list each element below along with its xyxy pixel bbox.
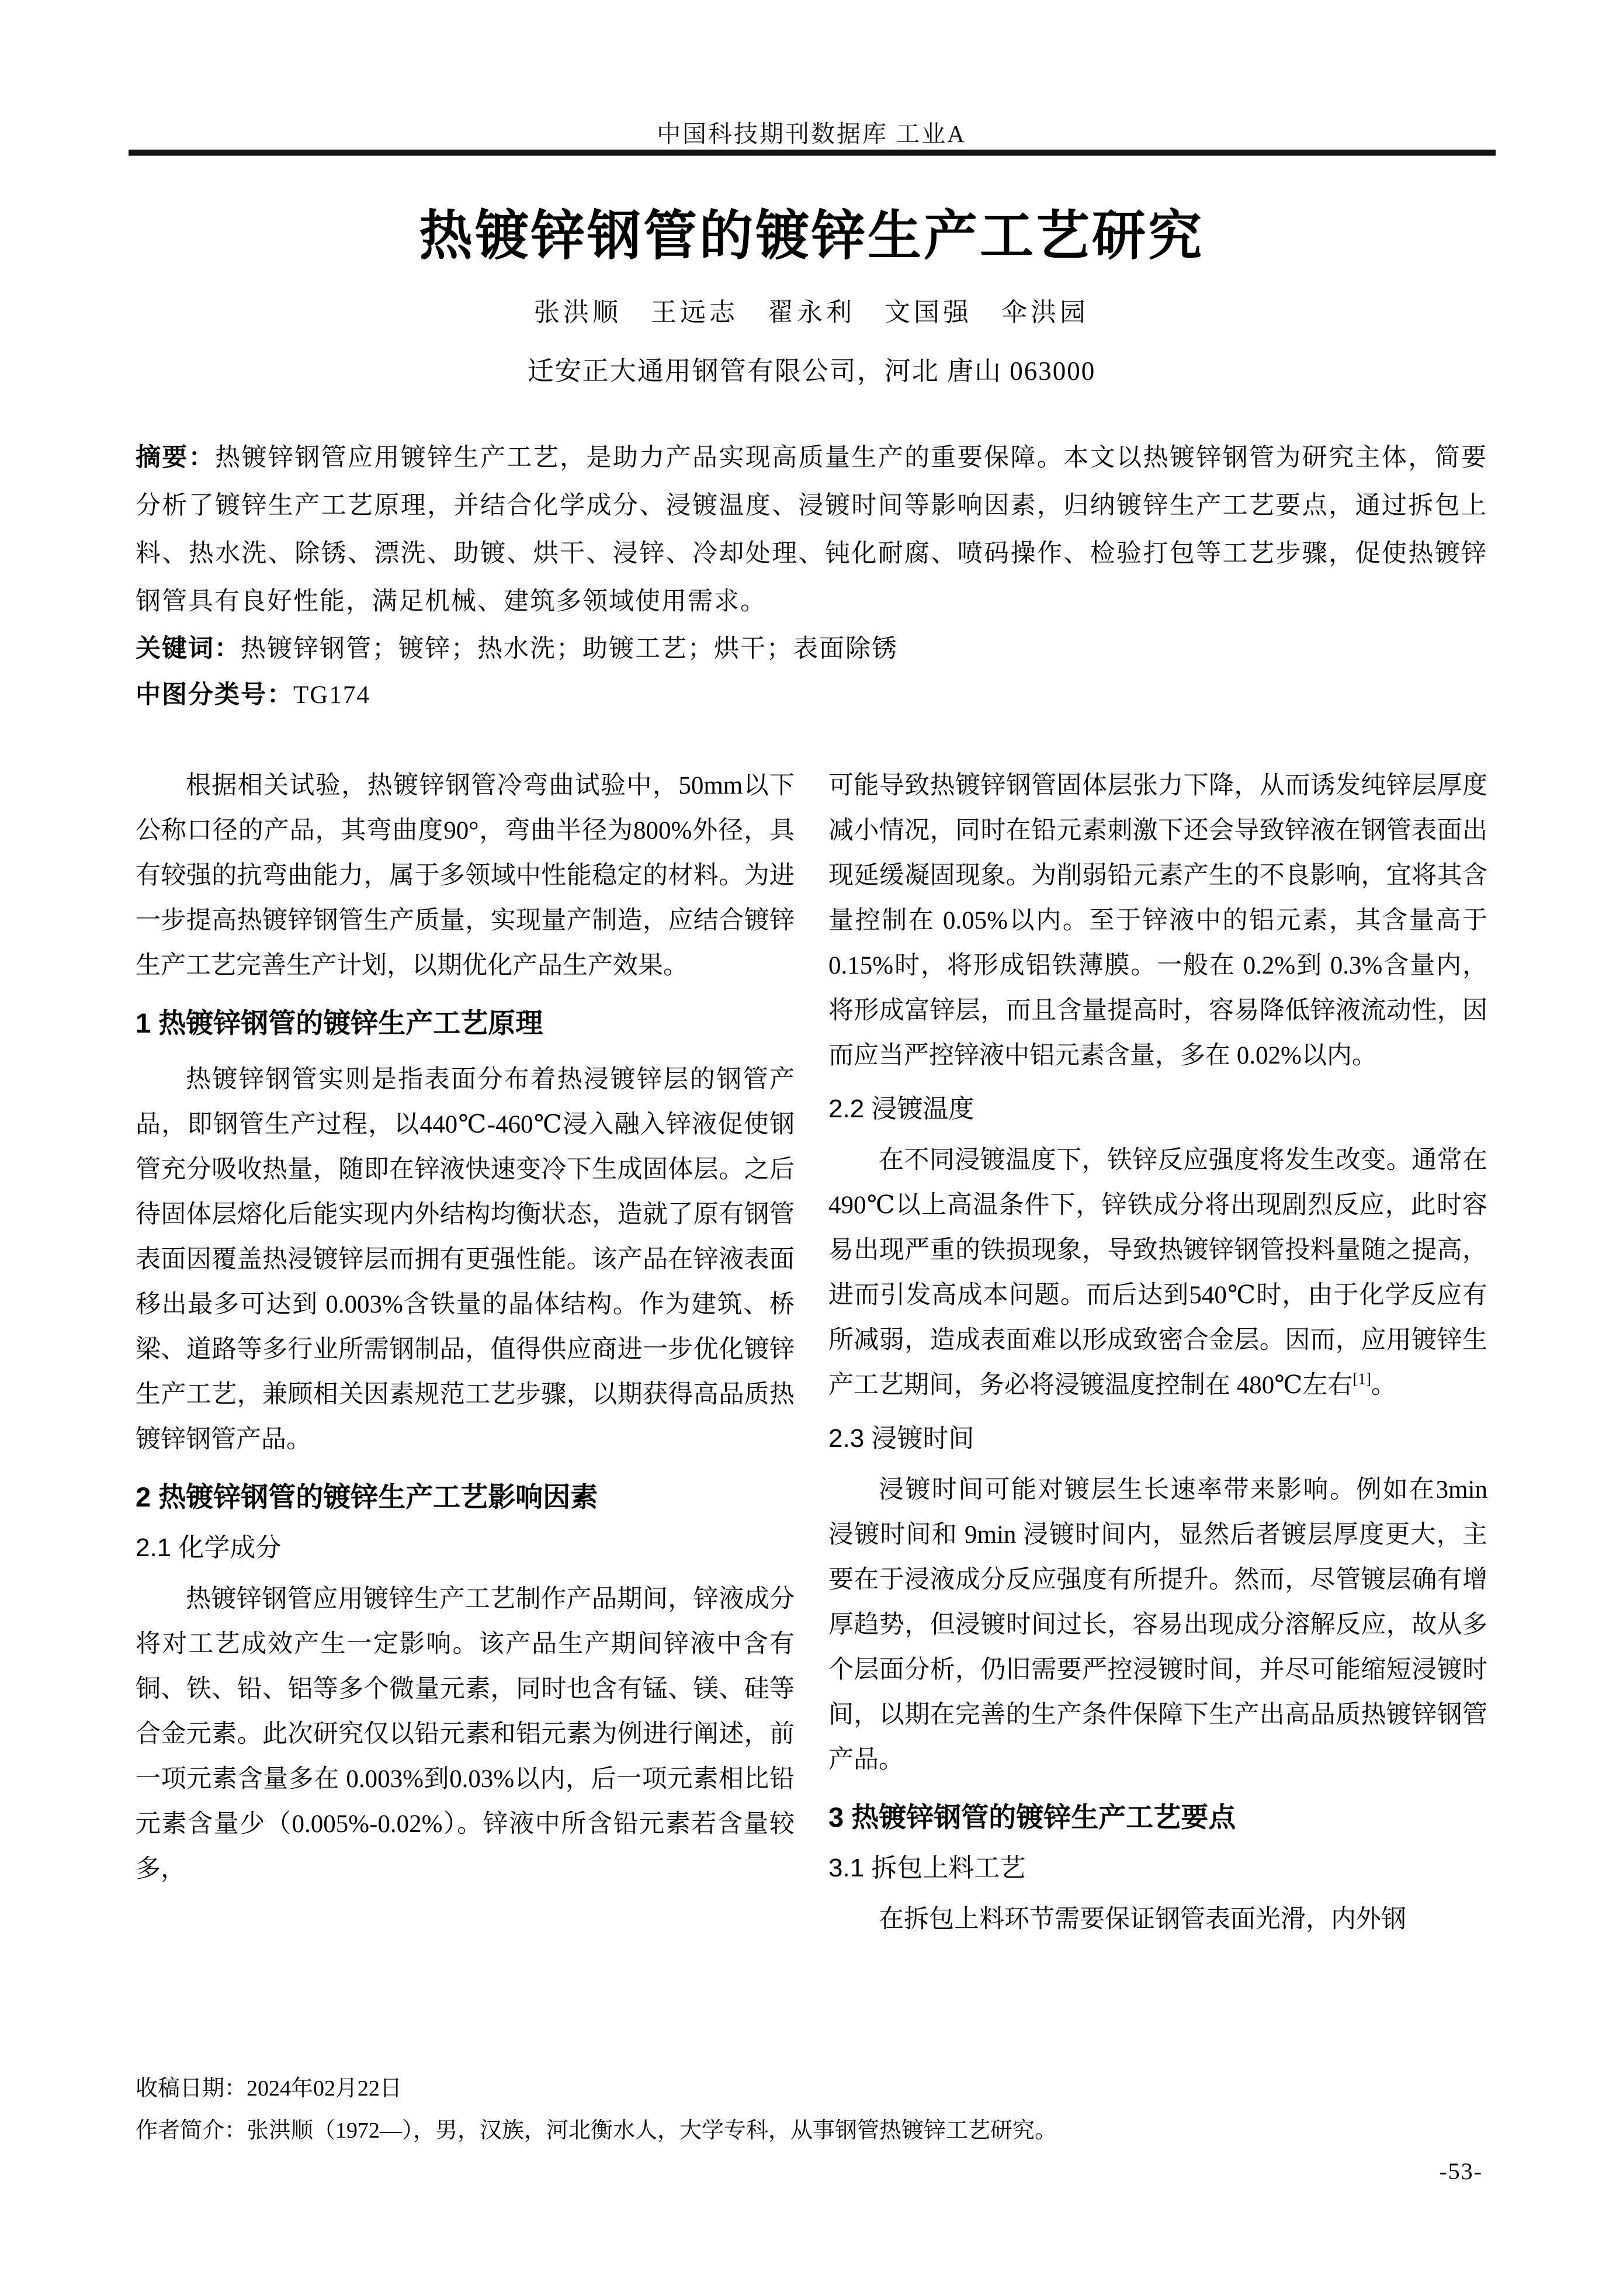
- received-date-value: 2024年02月22日: [247, 2076, 403, 2101]
- section-2-2-text-end: 。: [1371, 1372, 1396, 1399]
- keywords-label: 关键词：: [136, 635, 241, 663]
- journal-header: 中国科技期刊数据库 工业A: [657, 120, 966, 147]
- affiliation-line: 迁安正大通用钢管有限公司，河北 唐山 063000: [527, 356, 1096, 386]
- section-2-heading: 2 热镀锌钢管的镀锌生产工艺影响因素: [136, 1481, 598, 1512]
- body-columns: [136, 763, 1487, 1942]
- paper-title: 热镀锌钢管的镀锌生产工艺研究: [418, 206, 1204, 266]
- section-3-1-paragraph: 在拆包上料环节需要保证钢管表面光滑，内外钢: [879, 1906, 1406, 1933]
- clc-label: 中图分类号：: [136, 681, 293, 709]
- section-2-3-paragraph: 浸镀时间可能对镀层生长速率带来影响。例如在3min 浸镀时间和 9min 浸镀时间内，显然后者镀层厚度更大，主要在于浸液成分反应强度有所提升。然而，尽管镀层确有增厚趋势，但浸镀时间过长，容易出现成分溶解反应，故从多个层面分析，仍旧需要严控浸镀时间，并尽可能缩短浸镀时间，以期在完善的生产条件保障下生产出高品质热镀锌钢管产品。: [828, 1476, 1487, 1774]
- footnotes-block: [136, 2068, 1487, 2152]
- header-rule: [129, 150, 1496, 156]
- section-2-3-heading: 2.3 浸镀时间: [828, 1424, 975, 1453]
- abstract-label: 摘要：: [136, 444, 216, 472]
- keywords-text: 热镀锌钢管；镀锌；热水洗；助镀工艺；烘干；表面除锈: [241, 635, 898, 663]
- section-2-2-heading: 2.2 浸镀温度: [828, 1095, 975, 1123]
- clc-value: TG174: [293, 681, 370, 709]
- section-2-1-paragraph-continued: 可能导致热镀锌钢管固体层张力下降，从而诱发纯锌层厚度减小情况，同时在铅元素刺激下还会导致锌液在钢管表面出现延缓凝固现象。为削弱铅元素产生的不良影响，宜将其含量控制在 0.05%以内。至于锌液中的铝元素，其含量高于 0.15%时，将形成铝铁薄膜。一般在 0.2%到 0.3%含量内，将形成富锌层，而且含量提高时，容易降低锌液流动性，因而应当严控锌液中铝元素含量，多在 0.02%以内。: [828, 772, 1487, 1069]
- section-1-paragraph: 热镀锌钢管实则是指表面分布着热浸镀锌层的钢管产品，即钢管生产过程，以440℃-460℃浸入融入锌液促使钢管充分吸收热量，随即在锌液快速变冷下生成固体层。之后待固体层熔化后能实现内外结构均衡状态，造就了原有钢管表面因覆盖热浸镀锌层而拥有更强性能。该产品在锌液表面移出最多可达到 0.003%含铁量的晶体结构。作为建筑、桥梁、道路等多行业所需钢制品，值得供应商进一步优化镀锌生产工艺，兼顾相关因素规范工艺步骤，以期获得高品质热镀锌钢管产品。: [136, 1066, 795, 1453]
- section-3-heading: 3 热镀锌钢管的镀锌生产工艺要点: [828, 1802, 1236, 1833]
- keywords-line: [136, 626, 1487, 672]
- page-number: -53-: [1439, 2158, 1483, 2184]
- author-bio-text: 张洪顺（1972—），男，汉族，河北衡水人，大学专科，从事钢管热镀锌工艺研究。: [247, 2118, 1057, 2143]
- abstract-text: 热镀锌钢管应用镀锌生产工艺，是助力产品实现高质量生产的重要保障。本文以热镀锌钢管为研究主体，简要分析了镀锌生产工艺原理，并结合化学成分、浸镀温度、浸镀时间等影响因素，归纳镀锌生产工艺要点，通过拆包上料、热水洗、除锈、漂洗、助镀、烘干、浸锌、冷却处理、钝化耐腐、喷码操作、检验打包等工艺步骤，促使热镀锌钢管具有良好性能，满足机械、建筑多领域使用需求。: [136, 444, 1487, 615]
- meta-block: [136, 434, 1487, 718]
- left-column: [136, 763, 795, 1942]
- intro-paragraph: 根据相关试验，热镀锌钢管冷弯曲试验中，50mm以下公称口径的产品，其弯曲度90°，弯曲半径为800%外径，具有较强的抗弯曲能力，属于多领域中性能稳定的材料。为进一步提高热镀锌钢管生产质量，实现量产制造，应结合镀锌生产工艺完善生产计划，以期优化产品生产效果。: [136, 772, 795, 979]
- author-bio-line: [136, 2110, 1487, 2152]
- received-date-label: 收稿日期：: [136, 2076, 247, 2101]
- section-1-heading: 1 热镀锌钢管的镀锌生产工艺原理: [136, 1007, 543, 1038]
- abstract-paragraph: [136, 434, 1487, 626]
- section-2-2-text: 在不同浸镀温度下，铁锌反应强度将发生改变。通常在 490℃以上高温条件下，锌铁成分将出现剧烈反应，此时容易出现严重的铁损现象，导致热镀锌钢管投料量随之提高，进而引发高成本问题。而后达到540℃时，由于化学反应有所减弱，造成表面难以形成致密合金层。因而，应用镀锌生产工艺期间，务必将浸镀温度控制在 480℃左右: [828, 1147, 1487, 1399]
- section-2-1-paragraph: 热镀锌钢管应用镀锌生产工艺制作产品期间，锌液成分将对工艺成效产生一定影响。该产品生产期间锌液中含有铜、铁、铅、铝等多个微量元素，同时也含有锰、镁、硅等合金元素。此次研究仅以铅元素和铝元素为例进行阐述，前一项元素含量多在 0.003%到0.03%以内，后一项元素相比铅元素含量少（0.005%-0.02%）。锌液中所含铅元素若含量较多，: [136, 1585, 795, 1883]
- citation-ref-1: [1]: [1353, 1370, 1371, 1388]
- right-column: [828, 763, 1487, 1942]
- authors-line: 张洪顺 王远志 翟永利 文国强 伞洪园: [534, 298, 1089, 327]
- section-2-1-heading: 2.1 化学成分: [136, 1533, 282, 1562]
- clc-line: [136, 672, 1487, 718]
- section-3-1-heading: 3.1 拆包上料工艺: [828, 1854, 1026, 1882]
- received-date-line: [136, 2068, 1487, 2110]
- section-2-2-paragraph: [828, 1138, 1487, 1408]
- author-bio-label: 作者简介：: [136, 2118, 247, 2143]
